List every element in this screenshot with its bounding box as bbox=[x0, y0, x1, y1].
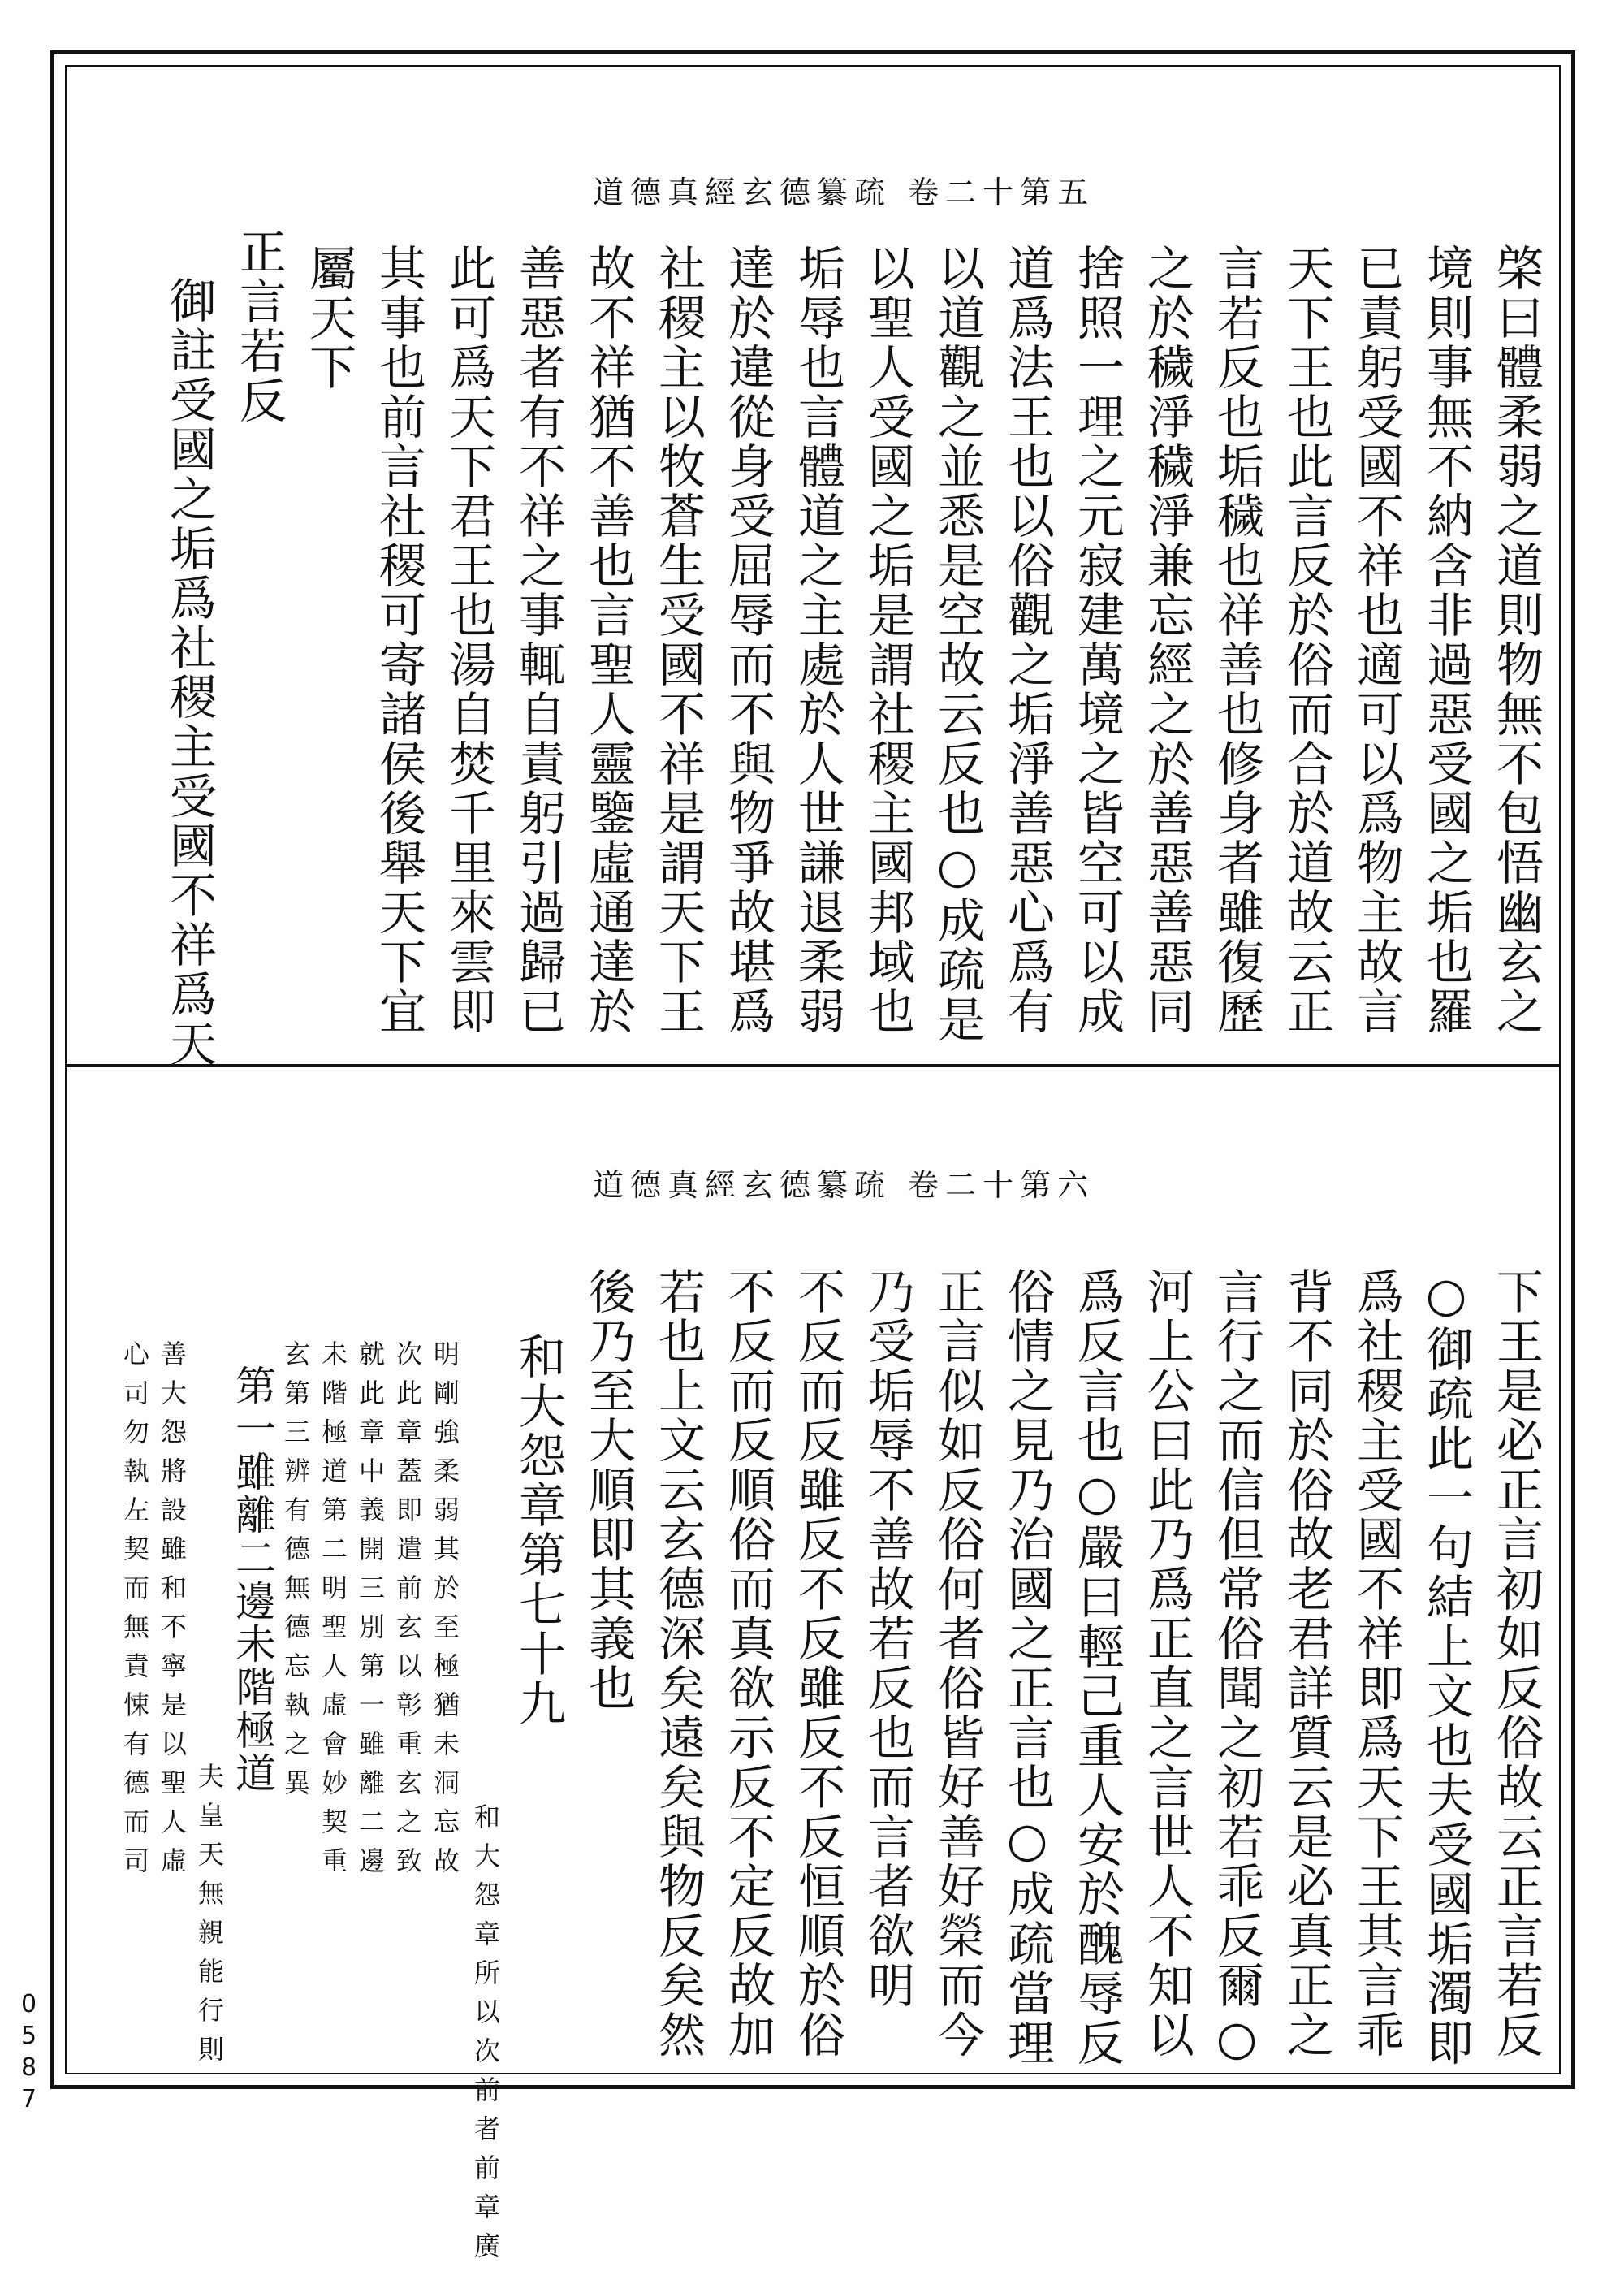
upper-text-column: 此可爲天下君王也湯自焚千里來雲即 bbox=[441, 244, 496, 1036]
upper-text-column: 社稷主以牧蒼生受國不祥是謂天下王 bbox=[650, 244, 706, 1036]
lower-text-column: 爲反言也○嚴曰輕己重人安於醜辱反 bbox=[1069, 1267, 1125, 2068]
upper-text-column: 捨照一理之元寂建萬境之皆空可以成 bbox=[1069, 244, 1125, 1036]
page-number: 0587 bbox=[15, 1990, 43, 2117]
upper-text-column: 天下王也此言反於俗而合於道故云正 bbox=[1279, 244, 1334, 1036]
upper-text-column: 棨曰體柔弱之道則物無不包悟幽玄之 bbox=[1488, 244, 1544, 1036]
lower-text-column: 河上公曰此乃爲正直之言世人不知以 bbox=[1139, 1267, 1194, 2060]
lower-chapter-title: 和大怨章第七十九 bbox=[511, 1332, 566, 1728]
lower-section-heading: 第一雖離二邊未階極道 bbox=[229, 1365, 276, 1795]
upper-text-column: 境則事無不納含非過惡受國之垢也羅 bbox=[1419, 244, 1474, 1036]
lower-text-column: 爲社稷主受國不祥即爲天下王其言乖 bbox=[1349, 1267, 1404, 2060]
upper-text-column: 御註受國之垢爲社稷主受國不祥爲天 bbox=[162, 276, 217, 1069]
upper-page-header: 道德真經玄德纂疏 卷二十第五 bbox=[593, 175, 1095, 210]
lower-note-column: 心司勿執左契而無責悚有德而司 bbox=[119, 1340, 150, 1886]
lower-note-column: 玄第三辨有德無德忘執之異 bbox=[280, 1340, 311, 1808]
upper-text-column: 其事也前言社稷可寄諸侯後舉天下宜 bbox=[371, 244, 426, 1036]
upper-text-column: 言若反也垢穢也祥善也修身者雖復歷 bbox=[1209, 244, 1264, 1036]
lower-text-column: 若也上文云玄德深矣遠矣與物反矣然 bbox=[650, 1267, 706, 2060]
lower-text-column: 言行之而信但常俗聞之初若乖反爾○ bbox=[1209, 1267, 1264, 2068]
upper-text-column: 以道觀之並悉是空故云反也○成疏是 bbox=[930, 244, 985, 1045]
lower-text-column: 俗情之見乃治國之正言也○成疏當理 bbox=[1000, 1267, 1055, 2068]
upper-text-column: 屬天下 bbox=[301, 244, 356, 392]
lower-text-column: 背不同於俗故老君詳質云是必真正之 bbox=[1279, 1267, 1334, 2060]
upper-text-column: 道爲法王也以俗觀之垢淨善惡心爲有 bbox=[1000, 244, 1055, 1036]
panel-divider bbox=[65, 1064, 1561, 1067]
lower-note-column: 未階極道第二明聖人虛會妙契重 bbox=[317, 1340, 348, 1886]
lower-text-column: 後乃至大順即其義也 bbox=[581, 1267, 636, 1713]
lower-text-column: ○御疏此一句結上文也夫受國垢濁即 bbox=[1419, 1267, 1474, 2068]
upper-text-column: 垢辱也言體道之主處於人世謙退柔弱 bbox=[790, 244, 845, 1036]
upper-heading-column: 正言若反 bbox=[231, 227, 287, 426]
upper-text-column: 以聖人受國之垢是謂社稷主國邦域也 bbox=[860, 244, 915, 1036]
lower-text-column: 乃受垢辱不善故若反也而言者欲明 bbox=[860, 1267, 915, 2010]
lower-page-header: 道德真經玄德纂疏 卷二十第六 bbox=[593, 1167, 1095, 1203]
lower-text-column: 不反而反雖反不反雖反不反恒順於俗 bbox=[790, 1267, 845, 2060]
lower-text-column: 下王是必正言初如反俗故云正言若反 bbox=[1488, 1267, 1544, 2060]
lower-note-column: 和大怨章所以次前者前章廣 bbox=[470, 1803, 501, 2271]
lower-text-column: 不反而反順俗而真欲示反不定反故加 bbox=[720, 1267, 775, 2060]
upper-text-column: 已責躬受國不祥也適可以爲物主故言 bbox=[1349, 244, 1404, 1036]
lower-note-column: 次此章蓋即遣前玄以彰重玄之致 bbox=[392, 1340, 423, 1886]
lower-note-column: 善大怨將設雖和不寧是以聖人虛 bbox=[157, 1340, 188, 1886]
lower-note-column: 明剛強柔弱其於至極猶未洞忘故 bbox=[430, 1340, 460, 1886]
lower-text-column: 正言似如反俗何者俗皆好善好榮而今 bbox=[930, 1267, 985, 2060]
lower-note-column: 夫皇天無親能行則 bbox=[194, 1763, 225, 2074]
upper-text-column: 達於違從身受屈辱而不與物爭故堪爲 bbox=[720, 244, 775, 1036]
upper-text-column: 之於穢淨穢淨兼忘經之於善惡善惡同 bbox=[1139, 244, 1194, 1036]
upper-text-column: 故不祥猶不善也言聖人靈鑒虛通達於 bbox=[581, 244, 636, 1036]
lower-note-column: 就此章中義開三別第一雖離二邊 bbox=[355, 1340, 386, 1886]
upper-text-column: 善惡者有不祥之事輒自責躬引過歸已 bbox=[511, 244, 566, 1036]
